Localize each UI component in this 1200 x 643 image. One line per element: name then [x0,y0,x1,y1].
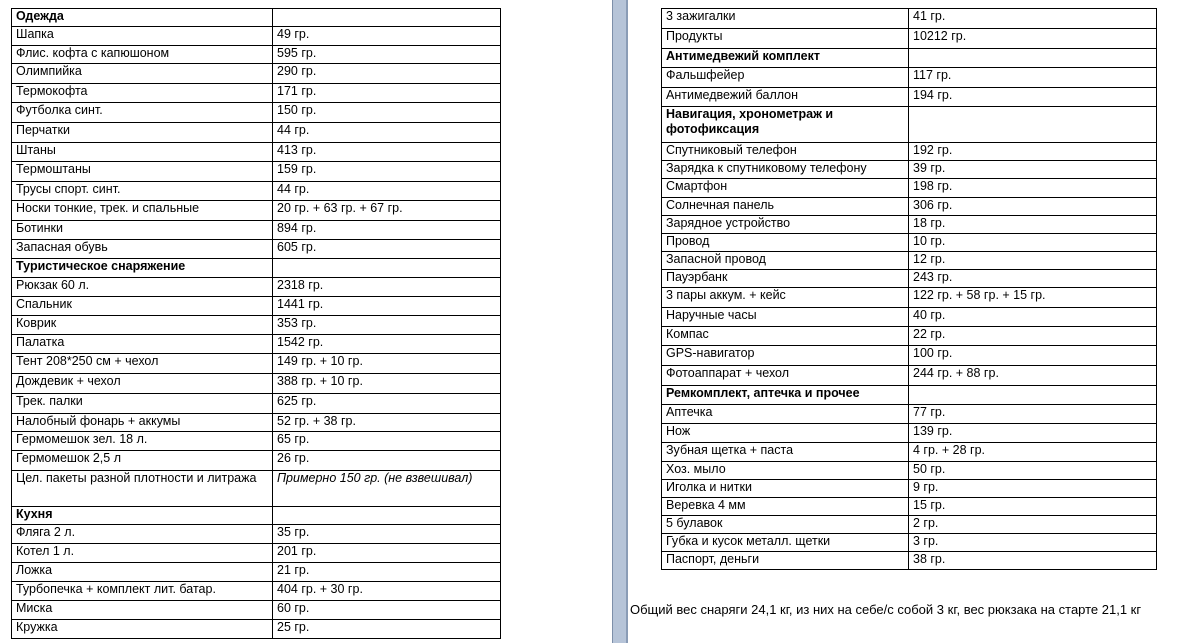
item-weight: 2318 гр. [273,278,501,297]
item-name: Трек. палки [12,394,273,414]
item-name: Солнечная панель [662,198,909,216]
item-weight: 149 гр. + 10 гр. [273,354,501,374]
item-name: Гермомешок зел. 18 л. [12,432,273,451]
item-weight: 171 гр. [273,84,501,103]
item-weight: 25 гр. [273,620,501,639]
item-weight: 139 гр. [909,424,1157,443]
item-weight: 60 гр. [273,601,501,620]
table-row [662,179,1157,198]
item-name: Флис. кофта с капюшоном [12,46,273,64]
section-title: Одежда [12,9,273,27]
item-weight: 10212 гр. [909,29,1157,49]
item-name: Фотоаппарат + чехол [662,366,909,386]
item-weight: 15 гр. [909,498,1157,516]
item-weight: 413 гр. [273,143,501,162]
item-weight [909,49,1157,68]
table-row [662,480,1157,498]
item-weight: 100 гр. [909,346,1157,366]
table-row [12,394,501,414]
item-name: Запасной провод [662,252,909,270]
table-row [12,162,501,182]
item-weight: 50 гр. [909,462,1157,480]
item-name: Веревка 4 мм [662,498,909,516]
item-name: Провод [662,234,909,252]
item-weight [909,107,1157,143]
item-name: Котел 1 л. [12,544,273,563]
item-weight: 10 гр. [909,234,1157,252]
table-row [12,240,501,259]
table-row [12,278,501,297]
item-weight: 117 гр. [909,68,1157,88]
item-weight: 388 гр. + 10 гр. [273,374,501,394]
table-row [662,270,1157,288]
section-header-row [662,107,1157,143]
item-weight: 18 гр. [909,216,1157,234]
item-weight: 159 гр. [273,162,501,182]
item-weight: 192 гр. [909,143,1157,161]
section-title: Навигация, хронометраж и фотофиксация [662,107,909,143]
item-name: Штаны [12,143,273,162]
item-name: Ботинки [12,221,273,240]
table-row [662,143,1157,161]
table-row [12,182,501,201]
table-row [12,123,501,143]
item-weight: 290 гр. [273,64,501,84]
item-name: Пауэрбанк [662,270,909,288]
table-row [662,443,1157,462]
table-row [662,424,1157,443]
item-name: Аптечка [662,405,909,424]
section-header-row [662,386,1157,405]
item-name: Антимедвежий баллон [662,88,909,107]
item-weight: 12 гр. [909,252,1157,270]
item-name: Кружка [12,620,273,639]
item-weight: 1542 гр. [273,335,501,354]
section-header-row [12,507,501,525]
item-weight: 122 гр. + 58 гр. + 15 гр. [909,288,1157,308]
item-name: Нож [662,424,909,443]
table-row [662,198,1157,216]
item-weight: 40 гр. [909,308,1157,327]
item-name: Фляга 2 л. [12,525,273,544]
item-weight: 353 гр. [273,316,501,335]
table-row [12,316,501,335]
table-row [662,308,1157,327]
table-row [12,297,501,316]
item-weight: 1441 гр. [273,297,501,316]
item-weight: 625 гр. [273,394,501,414]
item-weight: 595 гр. [273,46,501,64]
item-name: Паспорт, деньги [662,552,909,570]
item-name: Цел. пакеты разной плотности и литража [12,471,273,507]
total-weight-note: Общий вес снаряги 24,1 кг, из них на себе/с собой 3 кг, вес рюкзака на старте 21,1 кг [630,602,1142,617]
item-weight: 39 гр. [909,161,1157,179]
item-name: Зубная щетка + паста [662,443,909,462]
item-name: Дождевик + чехол [12,374,273,394]
table-row [12,620,501,639]
table-row [662,516,1157,534]
item-weight: 44 гр. [273,123,501,143]
item-weight: 2 гр. [909,516,1157,534]
item-name: Запасная обувь [12,240,273,259]
item-name: Налобный фонарь + аккумы [12,414,273,432]
item-weight: 605 гр. [273,240,501,259]
item-weight: 22 гр. [909,327,1157,346]
table-row [12,582,501,601]
item-weight: 9 гр. [909,480,1157,498]
item-name: Гермомешок 2,5 л [12,451,273,471]
table-row [12,143,501,162]
item-weight [273,259,501,278]
item-weight: 44 гр. [273,182,501,201]
section-title: Ремкомплект, аптечка и прочее [662,386,909,405]
table-row [12,201,501,221]
table-row [662,252,1157,270]
item-weight: 201 гр. [273,544,501,563]
table-row [662,234,1157,252]
item-weight: 35 гр. [273,525,501,544]
item-name: Трусы спорт. синт. [12,182,273,201]
table-row [12,335,501,354]
table-row [662,9,1157,29]
item-name: Миска [12,601,273,620]
gear-table-left [11,8,501,639]
item-name: Спутниковый телефон [662,143,909,161]
item-weight: 38 гр. [909,552,1157,570]
item-name: Фальшфейер [662,68,909,88]
table-row [12,544,501,563]
item-name: Шапка [12,27,273,46]
item-name: Компас [662,327,909,346]
item-name: Наручные часы [662,308,909,327]
item-name: Тент 208*250 см + чехол [12,354,273,374]
item-weight: 41 гр. [909,9,1157,29]
item-name: GPS-навигатор [662,346,909,366]
section-header-row [662,49,1157,68]
item-weight: 244 гр. + 88 гр. [909,366,1157,386]
table-row [12,27,501,46]
item-name: Хоз. мыло [662,462,909,480]
item-weight: 306 гр. [909,198,1157,216]
item-weight: 65 гр. [273,432,501,451]
table-row [12,563,501,582]
item-weight: 243 гр. [909,270,1157,288]
item-name: 5 булавок [662,516,909,534]
table-row [662,405,1157,424]
item-weight: 198 гр. [909,179,1157,198]
table-row [12,84,501,103]
table-row [662,327,1157,346]
table-row [662,88,1157,107]
table-row [12,451,501,471]
item-weight: 3 гр. [909,534,1157,552]
table-row [12,374,501,394]
table-row [12,354,501,374]
table-row [662,552,1157,570]
item-name: Носки тонкие, трек. и спальные [12,201,273,221]
table-row [12,525,501,544]
item-name: 3 пары аккум. + кейс [662,288,909,308]
table-row [12,471,501,507]
item-name: Рюкзак 60 л. [12,278,273,297]
item-weight: 4 гр. + 28 гр. [909,443,1157,462]
item-weight: 194 гр. [909,88,1157,107]
item-name: Термоштаны [12,162,273,182]
item-name: Зарядка к спутниковому телефону [662,161,909,179]
item-name: Смартфон [662,179,909,198]
item-name: Турбопечка + комплект лит. батар. [12,582,273,601]
item-name: Футболка синт. [12,103,273,123]
table-row [662,534,1157,552]
item-name: Олимпийка [12,64,273,84]
item-weight: 21 гр. [273,563,501,582]
table-row [662,216,1157,234]
item-name: Палатка [12,335,273,354]
item-weight: 404 гр. + 30 гр. [273,582,501,601]
item-weight: 894 гр. [273,221,501,240]
table-row [12,221,501,240]
table-row [662,366,1157,386]
section-title: Антимедвежий комплект [662,49,909,68]
section-header-row [12,9,501,27]
table-row [662,462,1157,480]
item-name: Спальник [12,297,273,316]
table-row [12,46,501,64]
table-row [662,29,1157,49]
table-row [662,498,1157,516]
item-weight: 150 гр. [273,103,501,123]
item-name: Ложка [12,563,273,582]
item-name: Перчатки [12,123,273,143]
table-row [12,64,501,84]
table-row [662,68,1157,88]
table-row [12,103,501,123]
page-gutter [612,0,627,643]
item-name: Иголка и нитки [662,480,909,498]
item-weight [273,507,501,525]
item-weight: Примерно 150 гр. (не взвешивал) [273,471,501,507]
table-row [12,601,501,620]
item-weight: 26 гр. [273,451,501,471]
item-name: Зарядное устройство [662,216,909,234]
item-weight: 52 гр. + 38 гр. [273,414,501,432]
table-row [662,161,1157,179]
item-name: Продукты [662,29,909,49]
item-name: Термокофта [12,84,273,103]
item-weight: 77 гр. [909,405,1157,424]
item-weight: 49 гр. [273,27,501,46]
section-header-row [12,259,501,278]
section-title: Туристическое снаряжение [12,259,273,278]
item-name: Губка и кусок металл. щетки [662,534,909,552]
item-weight [273,9,501,27]
item-weight [909,386,1157,405]
table-row [12,432,501,451]
item-name: 3 зажигалки [662,9,909,29]
item-weight: 20 гр. + 63 гр. + 67 гр. [273,201,501,221]
item-name: Коврик [12,316,273,335]
table-row [662,346,1157,366]
section-title: Кухня [12,507,273,525]
table-row [662,288,1157,308]
table-row [12,414,501,432]
gear-table-right [661,8,1157,570]
